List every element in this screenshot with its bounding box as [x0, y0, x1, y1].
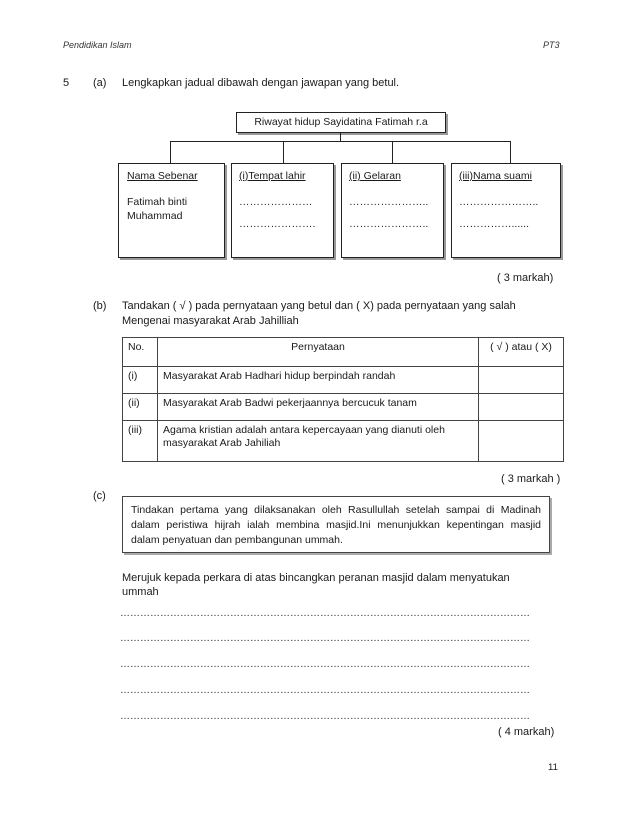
box-title: (iii)Nama suami: [459, 170, 532, 182]
box-title: (i)Tempat lahir: [239, 170, 306, 182]
header-no: No.: [123, 338, 158, 367]
row-statement: Masyarakat Arab Hadhari hidup berpindah randah: [158, 367, 479, 394]
answer-cell[interactable]: [479, 394, 564, 421]
connector-horizontal: [170, 141, 510, 142]
answer-blank[interactable]: …………………..: [349, 196, 429, 208]
box-title: (ii) Gelaran: [349, 170, 401, 182]
table-header-row: [123, 338, 564, 367]
answer-line[interactable]: ……………………………………………………………………………………………………………: [120, 685, 530, 696]
answer-line[interactable]: ……………………………………………………………………………………………………………: [120, 633, 530, 644]
header-subject: Pendidikan Islam: [63, 40, 132, 50]
part-b-label: (b): [93, 300, 107, 312]
answer-blank[interactable]: …………………..: [459, 196, 539, 208]
connector-drop-2: [283, 141, 284, 163]
table-row: [123, 367, 564, 394]
header-pernyataan: Pernyataan: [158, 338, 479, 367]
row-statement: Masyarakat Arab Badwi pekerjaannya bercucuk tanam: [158, 394, 479, 421]
answer-line[interactable]: ……………………………………………………………………………………………………………: [120, 608, 530, 619]
statements-table: [122, 337, 564, 462]
part-c-question-1: Merujuk kepada perkara di atas bincangkan peranan masjid dalam menyatukan: [122, 572, 510, 584]
part-a-marks: ( 3 markah): [497, 272, 554, 284]
passage-box: [122, 496, 550, 553]
page-number: 11: [548, 762, 558, 773]
tree-root-label: Riwayat hidup Sayidatina Fatimah r.a: [254, 116, 428, 128]
question-number: 5: [63, 77, 70, 89]
connector-drop-3: [392, 141, 393, 163]
part-a-label: (a): [93, 77, 107, 89]
row-no: (ii): [123, 394, 158, 421]
connector-drop-1: [170, 141, 171, 163]
tree-root-box: [236, 112, 446, 133]
header-level: PT3: [543, 40, 560, 50]
row-statement: Agama kristian adalah antara kepercayaan yang dianuti oleh masyarakat Arab Jahiliah: [158, 421, 479, 462]
tree-box-nama-suami: [451, 163, 561, 258]
part-b-instruction-1: Tandakan ( √ ) pada pernyataan yang betul dan ( X) pada pernyataan yang salah: [122, 300, 516, 312]
tree-box-gelaran: [341, 163, 444, 258]
answer-blank[interactable]: …………………..: [349, 218, 429, 230]
row-no: (iii): [123, 421, 158, 462]
row-no: (i): [123, 367, 158, 394]
answer-cell[interactable]: [479, 367, 564, 394]
answer-cell[interactable]: [479, 421, 564, 462]
part-c-marks: ( 4 markah): [498, 726, 555, 738]
part-b-marks: ( 3 markah ): [501, 473, 561, 485]
connector-vertical-root: [340, 133, 341, 141]
answer-line[interactable]: ……………………………………………………………………………………………………………: [120, 711, 530, 722]
box-title: Nama Sebenar: [127, 170, 198, 182]
answer-line[interactable]: ……………………………………………………………………………………………………………: [120, 659, 530, 670]
answer-blank[interactable]: ………………….: [239, 218, 316, 230]
answer-blank[interactable]: …………………: [239, 196, 313, 208]
box-line: Muhammad: [127, 210, 183, 222]
part-b-instruction-2: Mengenai masyarakat Arab Jahilliah: [122, 315, 299, 327]
table-row: [123, 421, 564, 462]
table-row: [123, 394, 564, 421]
tree-box-tempat-lahir: [231, 163, 334, 258]
box-line: Fatimah binti: [127, 196, 188, 208]
part-c-label: (c): [93, 490, 106, 502]
part-c-question-2: ummah: [122, 586, 159, 598]
answer-blank[interactable]: ……………......: [459, 218, 530, 230]
connector-drop-4: [510, 141, 511, 163]
tree-box-nama-sebenar: [118, 163, 225, 258]
header-tick: ( √ ) atau ( X): [479, 338, 564, 367]
part-a-instruction: Lengkapkan jadual dibawah dengan jawapan yang betul.: [122, 77, 400, 89]
passage-text: Tindakan pertama yang dilaksanakan oleh Rasullullah setelah sampai di Madinah dalam peristiwa hijrah ialah membina masjid.Ini menunjukkan kepentingan masjid dalam penyatuan dan pembangunan ummah.: [131, 504, 541, 546]
